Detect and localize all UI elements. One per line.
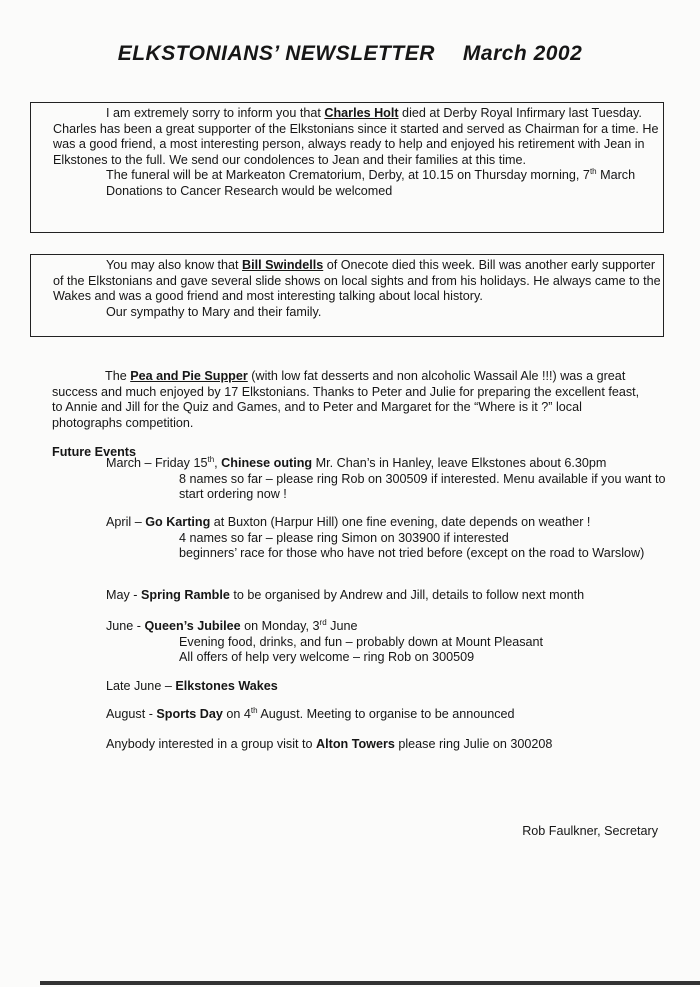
pea-pie-supper-name: Pea and Pie Supper <box>130 369 248 383</box>
bottom-rule <box>40 981 700 985</box>
name-charles-holt: Charles Holt <box>324 106 399 120</box>
event-april-contact: 4 names so far – please ring Simon on 303900 if interested <box>179 530 509 545</box>
name-bill-swindells: Bill Swindells <box>242 258 324 272</box>
pea-pie-supper-paragraph: The Pea and Pie Supper (with low fat desserts and non alcoholic Wassail Ale !!!) was a great success and much enjoyed by 17 Elkstonians. Thanks to Peter and Julie for preparing the excellent feast, to Annie and Jill for the Quiz and Games, and to Peter and Margaret for the “Where is it ?” local photographs competition. <box>52 369 640 430</box>
donations-line: Donations to Cancer Research would be welcomed <box>106 183 393 198</box>
sympathy-line: Our sympathy to Mary and their family. <box>106 304 322 319</box>
event-june-help: All offers of help very welcome – ring Rob on 300509 <box>179 650 475 664</box>
event-alton-towers: Anybody interested in a group visit to Alton Towers please ring Julie on 300208 <box>106 737 553 751</box>
event-august: August - Sports Day on 4th August. Meeting to organise to be announced <box>106 705 515 721</box>
obituary-bill-swindells <box>30 254 664 337</box>
event-april-note: beginners’ race for those who have not tried before (except on the road to Warslow) <box>179 546 645 560</box>
signature: Rob Faulkner, Secretary <box>522 824 658 838</box>
obituary-charles-holt <box>30 102 664 233</box>
obituary-paragraph: I am extremely sorry to inform you that Charles Holt died at Derby Royal Infirmary last Tuesday. Charles has been a great supporter of the Elkstonians since it started and served as Chairman for a time. He was a good friend, a most interesting person, always ready to help and enjoyed his retirement with Jean in Elkstones to the full. We send our condolences to Jean and their families at this time. <box>53 106 659 167</box>
event-june: June - Queen’s Jubilee on Monday, 3rd June Evening food, drinks, and fun – probably down at Mount Pleasant All offers of help very welcome – ring Rob on 300509 <box>106 619 666 666</box>
event-april: April – Go Karting at Buxton (Harpur Hill) one fine evening, date depends on weather ! 4 names so far – please ring Simon on 303900 if interested beginners’ race for those who have not tried before (except on the road to Warslow) <box>106 515 666 562</box>
title-left: ELKSTONIANS’ NEWSLETTER <box>117 42 435 65</box>
title-date: March 2002 <box>462 42 583 65</box>
event-late-june: Late June – Elkstones Wakes <box>106 679 278 693</box>
event-march: March – Friday 15th, Chinese outing Mr. Chan’s in Hanley, leave Elkstones about 6.30pm 8 names so far – please ring Rob on 300509 if interested. Menu available if you want to start ordering now ! <box>106 454 666 501</box>
event-june-details: Evening food, drinks, and fun – probably down at Mount Pleasant <box>179 634 544 649</box>
event-march-details: 8 names so far – please ring Rob on 300509 if interested. Menu available if you want to start ordering now ! <box>179 471 666 501</box>
obituary-paragraph-2: You may also know that Bill Swindells of Onecote died this week. Bill was another early supporter of the Elkstonians and gave several slide shows on local sights and from his holidays. He always came to the Wakes and was a good friend and most interesting talking about local history. <box>53 258 661 303</box>
future-events-heading: Future Events <box>52 445 136 459</box>
event-may: May - Spring Ramble to be organised by Andrew and Jill, details to follow next month <box>106 588 585 602</box>
newsletter-title <box>0 40 700 68</box>
funeral-line: The funeral will be at Markeaton Crematorium, Derby, at 10.15 on Thursday morning, 7th March <box>106 166 636 182</box>
